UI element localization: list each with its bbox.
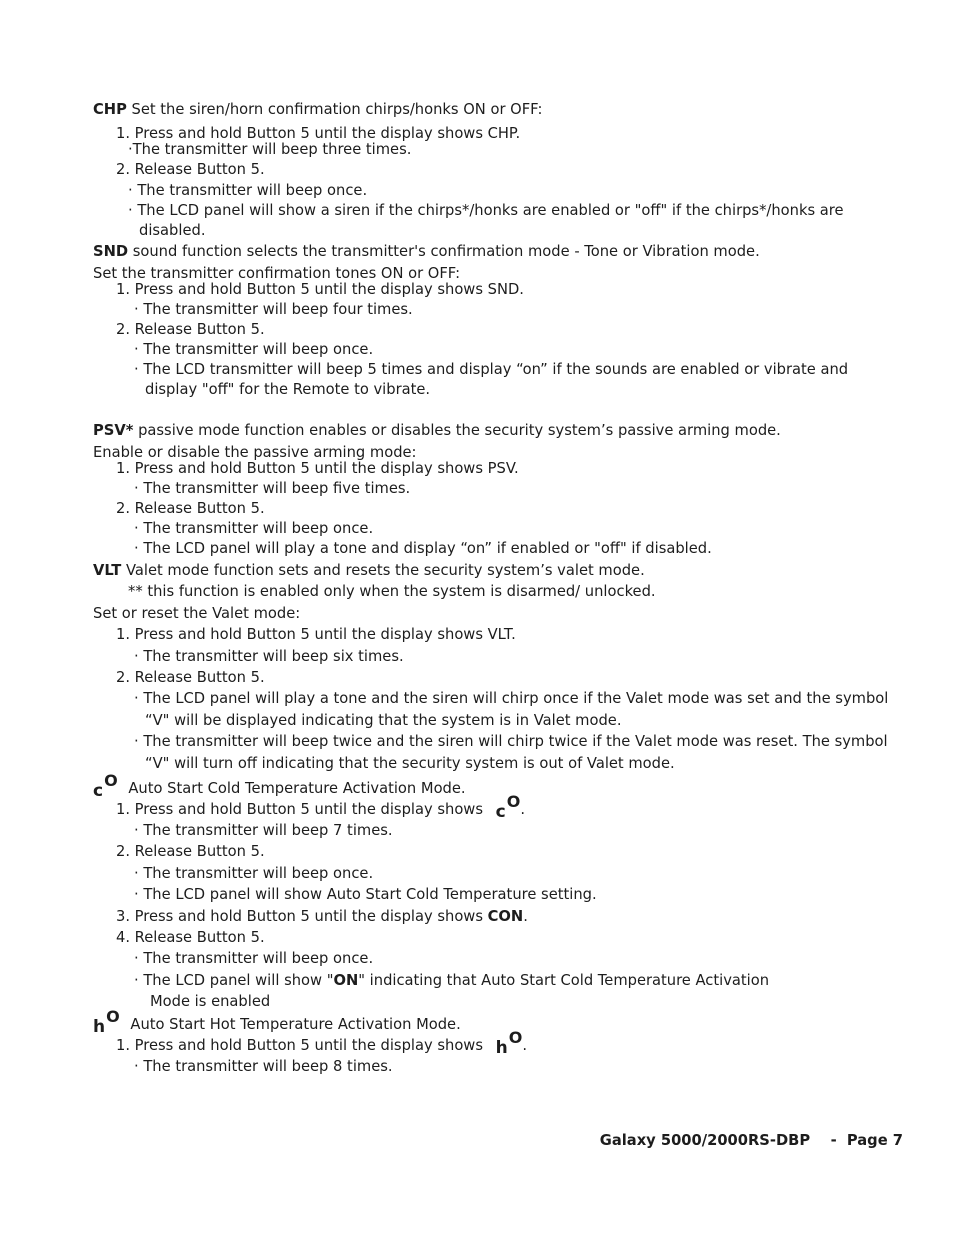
snd-summary: sound function selects the transmitter's confirmation mode - Tone or Vibration mode. xyxy=(132,243,760,260)
hot-step-1 xyxy=(116,1028,528,1058)
cold-step-1 xyxy=(116,792,525,822)
snd-code: SND xyxy=(93,243,129,260)
cold-step-2-note-2: · The LCD panel will show Auto Start Cold Temperature setting. xyxy=(134,886,597,903)
hot-step-1-end: . xyxy=(522,1037,528,1054)
snd-summary-line xyxy=(93,242,760,262)
cold-step-1-note-1: · The transmitter will beep 7 times. xyxy=(134,822,393,839)
vlt-remark: ** this function is enabled only when the system is disarmed/ unlocked. xyxy=(128,583,656,600)
hot-mode-symbol xyxy=(93,1007,120,1037)
cold-step-3-text: 3. Press and hold Button 5 until the display shows xyxy=(116,908,483,925)
cold-step-3-end: . xyxy=(523,908,528,925)
vlt-step-2-note-1: · The LCD panel will play a tone and the siren will chirp once if the Valet mode was set and the symbol xyxy=(134,690,889,707)
vlt-step-2-note-1-continued: “V" will be displayed indicating that the system is in Valet mode. xyxy=(145,712,622,729)
cold-step-2: 2. Release Button 5. xyxy=(116,843,265,860)
cold-step-4-note-2-before: · The LCD panel will show " xyxy=(134,972,334,989)
psv-step-1-note-1: · The transmitter will beep five times. xyxy=(134,480,411,497)
vlt-step-1-note-1: · The transmitter will beep six times. xyxy=(134,648,404,665)
chp-step-2: 2. Release Button 5. xyxy=(116,161,265,178)
hot-summary: Auto Start Hot Temperature Activation Mode. xyxy=(130,1016,461,1033)
cold-mode-symbol xyxy=(93,771,118,801)
psv-step-2: 2. Release Button 5. xyxy=(116,500,265,517)
snd-step-2-note-1: · The transmitter will beep once. xyxy=(134,341,374,358)
vlt-step-2-note-2: · The transmitter will beep twice and the siren will chirp twice if the Valet mode was reset. The symbol xyxy=(134,733,888,750)
snd-step-2-note-2-continued: display "off" for the Remote to vibrate. xyxy=(145,381,431,398)
cold-step-4-note-2-on: ON xyxy=(333,972,359,989)
chp-summary: Set the siren/horn confirmation chirps/honks ON or OFF: xyxy=(131,101,543,118)
chp-step-1-note-1: ·The transmitter will beep three times. xyxy=(128,141,412,158)
vlt-step-2: 2. Release Button 5. xyxy=(116,669,265,686)
chp-step-2-note-1: · The transmitter will beep once. xyxy=(128,182,368,199)
page-footer: Galaxy 5000/2000RS-DBP - Page 7 xyxy=(599,1132,903,1149)
cold-step-1-end: . xyxy=(520,801,525,818)
chp-step-1: 1. Press and hold Button 5 until the display shows CHP. xyxy=(116,125,521,142)
hot-step-1-note-1: · The transmitter will beep 8 times. xyxy=(134,1058,393,1075)
cold-step-4-note-2-continued: Mode is enabled xyxy=(150,993,271,1010)
vlt-instruction: Set or reset the Valet mode: xyxy=(93,605,301,622)
hot-step-1-symbol-sup: O xyxy=(508,1028,523,1047)
cold-symbol-sup: O xyxy=(104,771,118,790)
psv-step-2-note-1: · The transmitter will beep once. xyxy=(134,520,374,537)
chp-code: CHP xyxy=(93,101,127,118)
hot-step-1-text: 1. Press and hold Button 5 until the display shows xyxy=(116,1037,483,1054)
psv-summary: passive mode function enables or disables the security system’s passive arming mode. xyxy=(138,422,781,439)
cold-step-1-symbol xyxy=(495,792,521,822)
chp-summary-line xyxy=(93,100,542,120)
cold-step-4-note-2-after: " indicating that Auto Start Cold Temperature Activation xyxy=(358,972,770,989)
cold-step-1-text: 1. Press and hold Button 5 until the display shows xyxy=(116,801,483,818)
vlt-step-1: 1. Press and hold Button 5 until the display shows VLT. xyxy=(116,626,516,643)
cold-step-2-note-1: · The transmitter will beep once. xyxy=(134,865,374,882)
vlt-summary: Valet mode function sets and resets the security system’s valet mode. xyxy=(125,562,645,579)
hot-step-1-symbol xyxy=(495,1028,523,1058)
cold-step-4-note-2 xyxy=(134,971,769,991)
snd-step-1-note-1: · The transmitter will beep four times. xyxy=(134,301,413,318)
snd-step-2: 2. Release Button 5. xyxy=(116,321,265,338)
chp-step-2-note-2-continued: disabled. xyxy=(139,222,206,239)
snd-step-1: 1. Press and hold Button 5 until the display shows SND. xyxy=(116,281,524,298)
cold-step-3-display-code: CON xyxy=(487,908,524,925)
vlt-summary-line xyxy=(93,561,645,581)
hot-symbol-sup: O xyxy=(106,1007,120,1026)
snd-step-2-note-2: · The LCD transmitter will beep 5 times and display “on” if the sounds are enabled or vibrate and xyxy=(134,361,849,378)
hot-step-1-symbol-base: h xyxy=(495,1038,508,1058)
vlt-step-2-note-2-continued: “V" will turn off indicating that the security system is out of Valet mode. xyxy=(145,755,675,772)
hot-summary-line xyxy=(93,1007,461,1037)
psv-instruction: Enable or disable the passive arming mode: xyxy=(93,444,417,461)
cold-step-1-symbol-sup: O xyxy=(506,792,521,811)
psv-summary-line xyxy=(93,421,781,441)
psv-code: PSV* xyxy=(93,422,134,439)
cold-summary: Auto Start Cold Temperature Activation Mode. xyxy=(128,780,466,797)
cold-summary-line xyxy=(93,771,466,801)
psv-step-1: 1. Press and hold Button 5 until the display shows PSV. xyxy=(116,460,519,477)
cold-symbol-base: c xyxy=(93,781,104,801)
psv-step-2-note-2: · The LCD panel will play a tone and display “on” if enabled or "off" if disabled. xyxy=(134,540,712,557)
snd-instruction: Set the transmitter confirmation tones ON or OFF: xyxy=(93,265,461,282)
vlt-code: VLT xyxy=(93,562,122,579)
cold-step-1-symbol-base: c xyxy=(495,802,506,822)
cold-step-4-note-1: · The transmitter will beep once. xyxy=(134,950,374,967)
chp-step-2-note-2: · The LCD panel will show a siren if the chirps*/honks are enabled or "off" if the chirps*/honks are xyxy=(128,202,844,219)
cold-step-3 xyxy=(116,907,528,927)
cold-step-4: 4. Release Button 5. xyxy=(116,929,265,946)
hot-symbol-base: h xyxy=(93,1017,106,1037)
